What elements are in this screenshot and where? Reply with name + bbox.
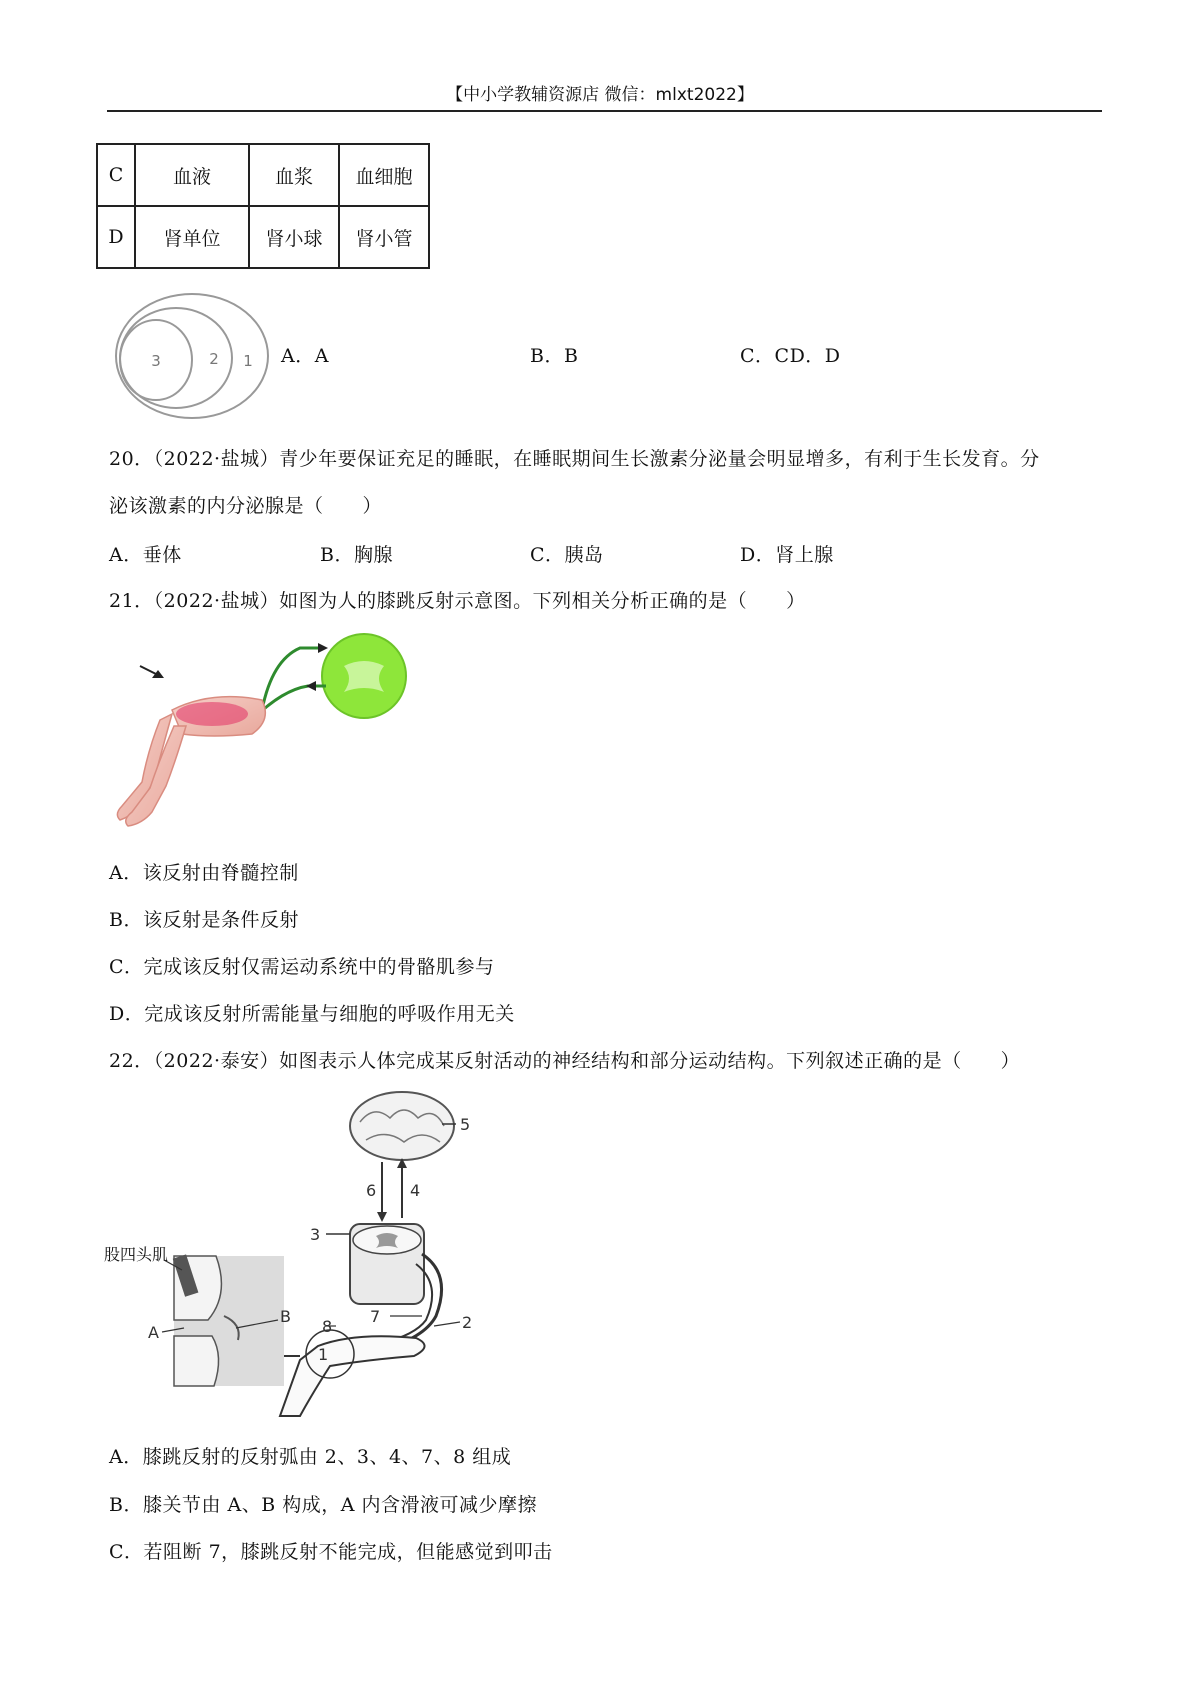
brain — [350, 1092, 454, 1160]
q20-option-d: D．肾上腺 — [740, 544, 834, 566]
q21-option-c: C．完成该反射仅需运动系统中的骨骼肌参与 — [109, 956, 495, 978]
q21-option-a: A．该反射由脊髓控制 — [109, 862, 299, 884]
q21-option-b: B．该反射是条件反射 — [109, 909, 299, 931]
q19-option-a: A．A — [281, 345, 329, 367]
options-table — [96, 143, 430, 269]
table-cell: 肾单位 — [135, 206, 249, 268]
label-7: 7 — [370, 1307, 381, 1326]
table-cell: 血浆 — [249, 144, 339, 206]
afferent-nerve — [262, 648, 318, 710]
quadriceps — [176, 702, 248, 726]
gray-matter — [344, 661, 384, 692]
table-cell: 肾小球 — [249, 206, 339, 268]
q20-stem-line2: 泌该激素的内分泌腺是（ ） — [109, 495, 383, 517]
table-cell: 肾小管 — [339, 206, 429, 268]
q20-option-b: B．胸腺 — [320, 544, 393, 566]
label-b: B — [280, 1307, 291, 1326]
arrow-icon — [306, 681, 316, 691]
q20-option-c: C．胰岛 — [530, 544, 604, 566]
q19-option-c: C．CD．D — [740, 345, 841, 367]
table-row — [97, 206, 429, 268]
label-1: 1 — [318, 1345, 329, 1364]
label-quadriceps: 股四头肌 — [104, 1245, 169, 1264]
q22-option-c: C．若阻断 7，膝跳反射不能完成，但能感觉到叩击 — [109, 1541, 553, 1563]
tibia — [174, 1336, 219, 1386]
q20-option-a: A．垂体 — [109, 544, 182, 566]
venn-diagram — [112, 290, 270, 422]
q21-stem: 21．（2022·盐城）如图为人的膝跳反射示意图。下列相关分析正确的是（ ） — [109, 590, 806, 612]
venn-label-2: 2 — [209, 350, 219, 368]
label-3: 3 — [310, 1225, 321, 1244]
table-cell: C — [97, 144, 135, 206]
gray-matter — [376, 1233, 398, 1248]
header-rule — [107, 110, 1102, 112]
label-a: A — [148, 1323, 159, 1342]
table-cell: 血液 — [135, 144, 249, 206]
leg — [280, 1336, 425, 1416]
q22-option-a: A．膝跳反射的反射弧由 2、3、4、7、8 组成 — [109, 1446, 512, 1468]
label-5: 5 — [460, 1115, 471, 1134]
table-cell: D — [97, 206, 135, 268]
q21-option-d: D．完成该反射所需能量与细胞的呼吸作用无关 — [109, 1003, 515, 1025]
arrow-icon — [318, 643, 328, 653]
label-6: 6 — [366, 1181, 377, 1200]
label-2: 2 — [462, 1313, 473, 1332]
page-header: 【中小学教辅资源店 微信：mlxt2022】 — [446, 85, 754, 105]
hammer-arrow-line — [140, 666, 156, 674]
venn-label-3: 3 — [151, 352, 161, 370]
arrow-icon — [377, 1212, 387, 1222]
q19-option-b: B．B — [530, 345, 579, 367]
table-row — [97, 144, 429, 206]
reflex-arc-figure — [104, 1084, 524, 1424]
q20-stem-line1: 20．（2022·盐城）青少年要保证充足的睡眠，在睡眠期间生长激素分泌量会明显增多，有利于生长发育。分 — [109, 448, 1040, 470]
q22-stem: 22．（2022·泰安）如图表示人体完成某反射活动的神经结构和部分运动结构。下列叙述正确的是（ ） — [109, 1050, 1021, 1072]
label-line — [434, 1322, 460, 1326]
label-8: 8 — [322, 1317, 333, 1336]
venn-label-1: 1 — [243, 352, 253, 370]
knee-jerk-figure — [112, 630, 412, 830]
table-cell: 血细胞 — [339, 144, 429, 206]
label-4: 4 — [410, 1181, 421, 1200]
q22-option-b: B．膝关节由 A、B 构成，A 内含滑液可减少摩擦 — [109, 1494, 537, 1516]
